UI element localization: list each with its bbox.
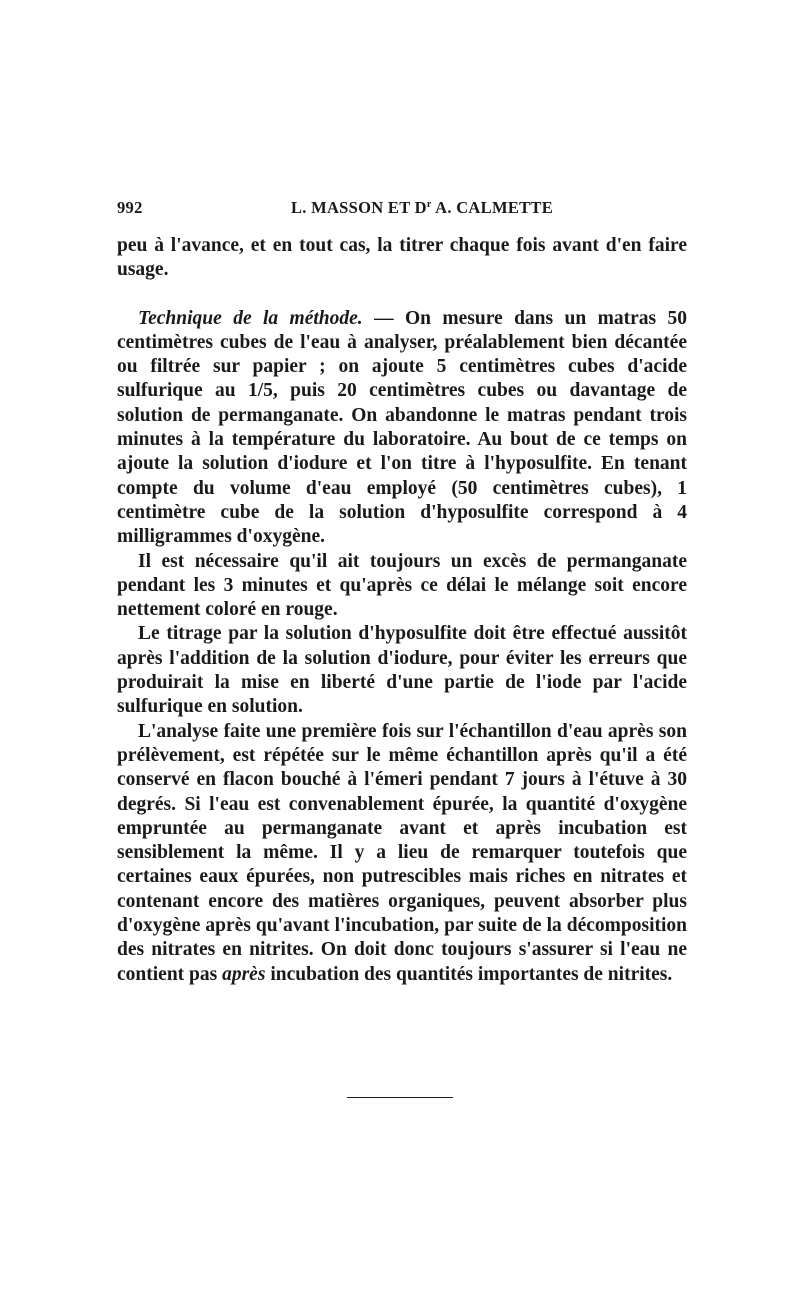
paragraph-continuation: peu à l'avance, et en tout cas, la titrer chaque fois avant d'en faire usage.: [117, 235, 687, 281]
paragraph-analyse-end: incubation des quantités importantes de nitrites.: [265, 963, 673, 985]
section-end-rule: [347, 1097, 453, 1098]
book-page: [117, 198, 687, 987]
paragraph-technique: [117, 307, 687, 550]
running-header: [117, 198, 687, 224]
header-authors: L. MASSON ET D: [290, 198, 427, 217]
header-title: [117, 198, 687, 218]
header-authors-end: A. CALMETTE: [431, 198, 554, 217]
paragraph-permanganate: Il est nécessaire qu'il ait toujours un excès de permanganate pendant les 3 minutes et qu'après ce délai le mélange soit encore nettement coloré en rouge.: [117, 550, 687, 621]
section-heading: Technique de la méthode.: [138, 307, 363, 329]
paragraph-technique-text: — On mesure dans un matras 50 centimètres cubes de l'eau à analyser, préalablement bien décantée ou filtrée sur papier ; on ajoute 5 centimètres cubes d'acide sulfurique au 1/5, puis 20 centimètres cubes ou davantage de solution de permanganate. On abandonne le matras pendant trois minutes à la température du laboratoire. Au bout de ce temps on ajoute la solution d'iodure et l'on titre à l'hyposulfite. En tenant compte du volume d'eau employé (50 centimètres cubes), 1 centimètre cube de la solution d'hyposulfite correspond à 4 milligrammes d'oxygène.: [117, 307, 687, 548]
body-text: [117, 234, 687, 987]
paragraph-titrage: Le titrage par la solution d'hyposulfite doit être effectué aussitôt après l'addition de la solution d'iodure, pour éviter les erreurs que produirait la mise en liberté d'une partie de l'iode par l'acide sulfurique en solution.: [117, 623, 687, 718]
paragraph-analyse-text: L'analyse faite une première fois sur l'échantillon d'eau après son prélèvement, est répétée sur le même échantillon après qu'il a été conservé en flacon bouché à l'émeri pendant 7 jours à l'étuve à 30 degrés. Si l'eau est convenablement épurée, la quantité d'oxygène empruntée au permanganate avant et après incubation est sensiblement la même. Il y a lieu de remarquer toutefois que certaines eaux épurées, non putrescibles mais riches en nitrates et contenant encore des matières organiques, peuvent absorber plus d'oxygène après qu'avant l'incubation, par suite de la décomposition des nitrates en nitrites. On doit donc toujours s'assurer si l'eau ne contient pas: [117, 720, 687, 985]
paragraph-analyse: [117, 720, 687, 987]
italic-word: après: [222, 963, 266, 985]
page-number: 992: [117, 198, 143, 217]
header-title-superscript: r: [426, 199, 432, 210]
